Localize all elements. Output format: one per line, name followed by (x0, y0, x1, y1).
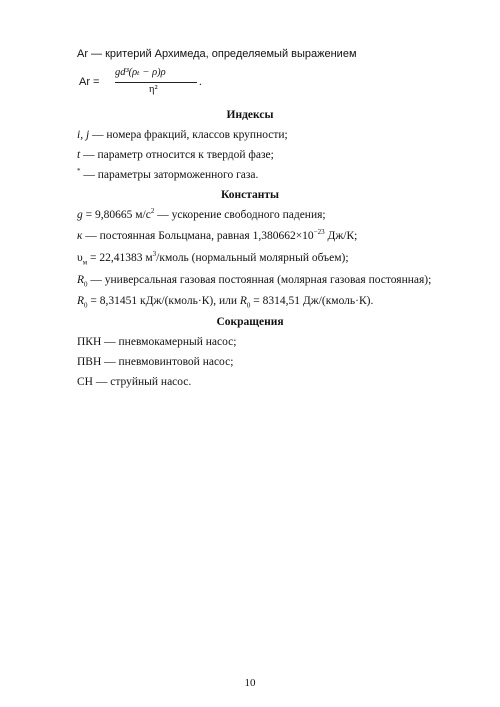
constant-exponent: 2 (150, 207, 155, 216)
constant-r0-value (77, 294, 373, 308)
formula-end: . (199, 76, 202, 88)
abbreviation-item: ПКН — пневмокамерный насос; (77, 336, 237, 348)
constants-heading: Константы (220, 189, 280, 201)
archimedes-definition: Ar — критерий Архимеда, определяемый выражением (77, 48, 357, 60)
fraction-bar (115, 82, 197, 83)
constant-symbol: к (77, 230, 83, 242)
constant-text: = 8,31451 кДж/(кмоль·К), или (87, 295, 240, 307)
constant-text: — постоянная Больцмана, равная 1,380662×10 (82, 230, 314, 242)
indices-heading: Индексы (226, 109, 274, 121)
constant-subscript: 0 (246, 301, 251, 310)
constant-tail: Дж/К; (324, 230, 358, 242)
constant-text: = 8314,51 Дж/(кмоль·К). (250, 295, 374, 307)
constant-text: = 22,41383 м (87, 252, 153, 264)
index-item (77, 168, 258, 182)
constant-exponent: −23 (313, 228, 325, 237)
formula-denominator: η² (149, 84, 158, 95)
index-text: — номера фракций, классов крупности; (89, 129, 288, 141)
constant-r0-definition (77, 273, 431, 287)
page-number: 10 (244, 677, 256, 689)
constant-exponent: 3 (152, 250, 157, 259)
constant-symbol: υ (77, 252, 83, 264)
formula-lhs: Ar = (79, 76, 100, 88)
formula-numerator: gd³(ρₜ − ρ)ρ (115, 67, 166, 78)
index-item (77, 148, 274, 162)
constant-symbol: R (239, 295, 247, 307)
index-symbol: i, j (77, 129, 90, 141)
constant-g (77, 208, 326, 222)
constant-symbol: R (77, 295, 85, 307)
constant-text: — универсальная газовая постоянная (молярная газовая постоянная); (87, 274, 432, 286)
constant-v (77, 251, 349, 265)
index-text: — параметры заторможенного газа. (80, 169, 259, 181)
constant-subscript: 0 (84, 301, 88, 310)
index-symbol: t (77, 149, 81, 161)
constant-subscript: м (82, 258, 88, 267)
constant-symbol: g (77, 209, 83, 221)
index-symbol: * (77, 167, 81, 176)
constant-text: = 9,80665 м/с (82, 209, 151, 221)
constant-tail: — ускорение свободного падения; (154, 209, 326, 221)
index-text: — параметр относится к твердой фазе; (80, 149, 274, 161)
constant-tail: /кмоль (нормальный молярный объем); (156, 252, 349, 264)
constant-subscript: 0 (84, 280, 88, 289)
abbreviation-item: СН — струйный насос. (77, 376, 192, 388)
constant-k (77, 229, 357, 243)
abbreviation-item: ПВН — пневмовинтовой насос; (77, 356, 234, 368)
index-item (77, 128, 288, 142)
abbreviations-heading: Сокращения (216, 316, 284, 328)
constant-symbol: R (77, 274, 85, 286)
